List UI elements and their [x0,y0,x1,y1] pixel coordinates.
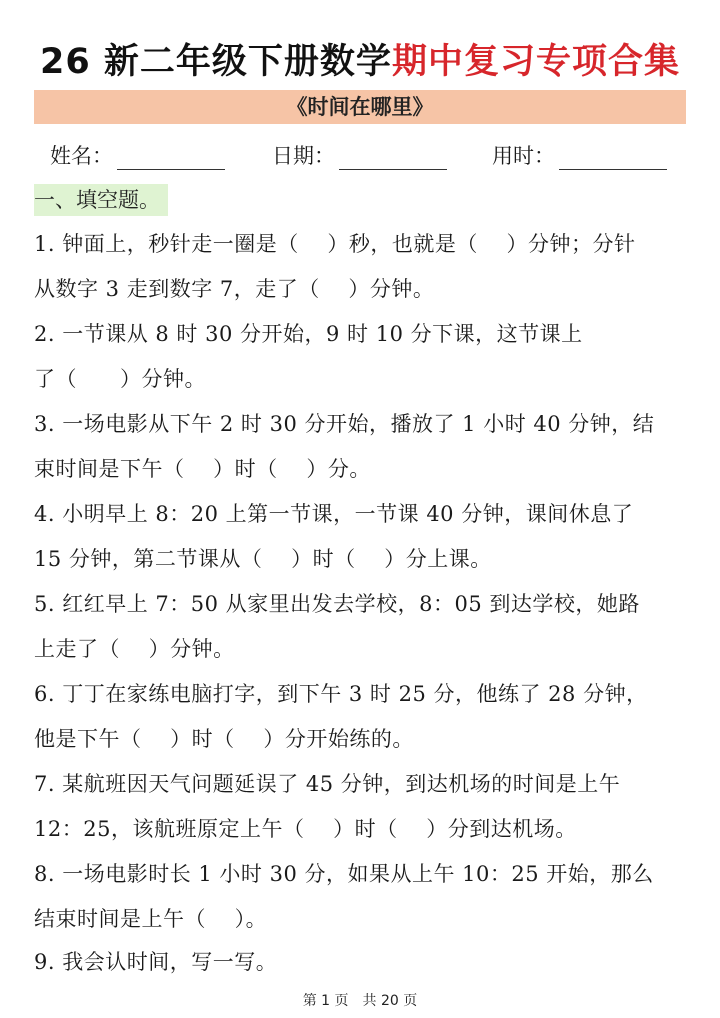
time-used-blank[interactable] [559,146,667,170]
question-5 [34,582,694,672]
question-6-line-1: 6. 丁丁在家练电脑打字，到下午 3 时 25 分，他练了 28 分钟， [34,682,648,706]
question-1-line-1: 1. 钟面上，秒针走一圈是（ ）秒，也就是（ ）分钟；分针 [34,232,636,256]
name-field[interactable] [50,140,225,170]
date-label: 日期： [272,144,335,168]
section-heading: 一、填空题。 [34,184,168,216]
question-2-line-1: 2. 一节课从 8 时 30 分开始，9 时 10 分下课，这节课上 [34,322,583,346]
question-7 [34,762,694,852]
question-2-line-2: 了（ ）分钟。 [34,367,206,391]
student-info-row [50,140,690,174]
question-6-line-2: 他是下午（ ）时（ ）分开始练的。 [34,727,414,751]
question-3-line-2: 束时间是下午（ ）时（ ）分。 [34,457,371,481]
question-9-line-1: 9. 我会认时间，写一写。 [34,950,278,974]
name-label: 姓名： [50,144,113,168]
question-3 [34,402,694,492]
page-footer: 第 1 页 共 20 页 [302,993,418,1009]
question-8-line-1: 8. 一场电影时长 1 小时 30 分，如果从上午 10：25 开始，那么 [34,862,654,886]
question-6 [34,672,694,762]
question-5-line-1: 5. 红红早上 7：50 从家里出发去学校，8：05 到达学校，她路 [34,592,640,616]
question-7-line-1: 7. 某航班因天气问题延误了 45 分钟，到达机场的时间是上午 [34,772,621,796]
question-8 [34,852,694,942]
time-used-field[interactable] [492,140,667,170]
question-4-line-1: 4. 小明早上 8：20 上第一节课，一节课 40 分钟，课间休息了 [34,502,634,526]
question-2 [34,312,694,402]
question-8-line-2: 结束时间是上午（ ）。 [34,907,268,931]
date-blank[interactable] [339,146,447,170]
question-9 [34,940,694,985]
date-field[interactable] [272,140,447,170]
question-4-line-2: 15 分钟，第二节课从（ ）时（ ）分上课。 [34,547,492,571]
document-title [0,34,720,84]
question-1 [34,222,694,312]
question-1-line-2: 从数字 3 走到数字 7，走了（ ）分钟。 [34,277,435,301]
title-part-red: 期中复习专项合集 [391,42,680,82]
topic-banner: 《时间在哪里》 [34,90,686,124]
question-3-line-1: 3. 一场电影从下午 2 时 30 分开始，播放了 1 小时 40 分钟，结 [34,412,655,436]
question-5-line-2: 上走了（ ）分钟。 [34,637,235,661]
time-used-label: 用时： [492,144,555,168]
question-4 [34,492,694,582]
question-7-line-2: 12：25，该航班原定上午（ ）时（ ）分到达机场。 [34,817,577,841]
name-blank[interactable] [117,146,225,170]
title-part-black: 26 新二年级下册数学 [40,42,392,82]
